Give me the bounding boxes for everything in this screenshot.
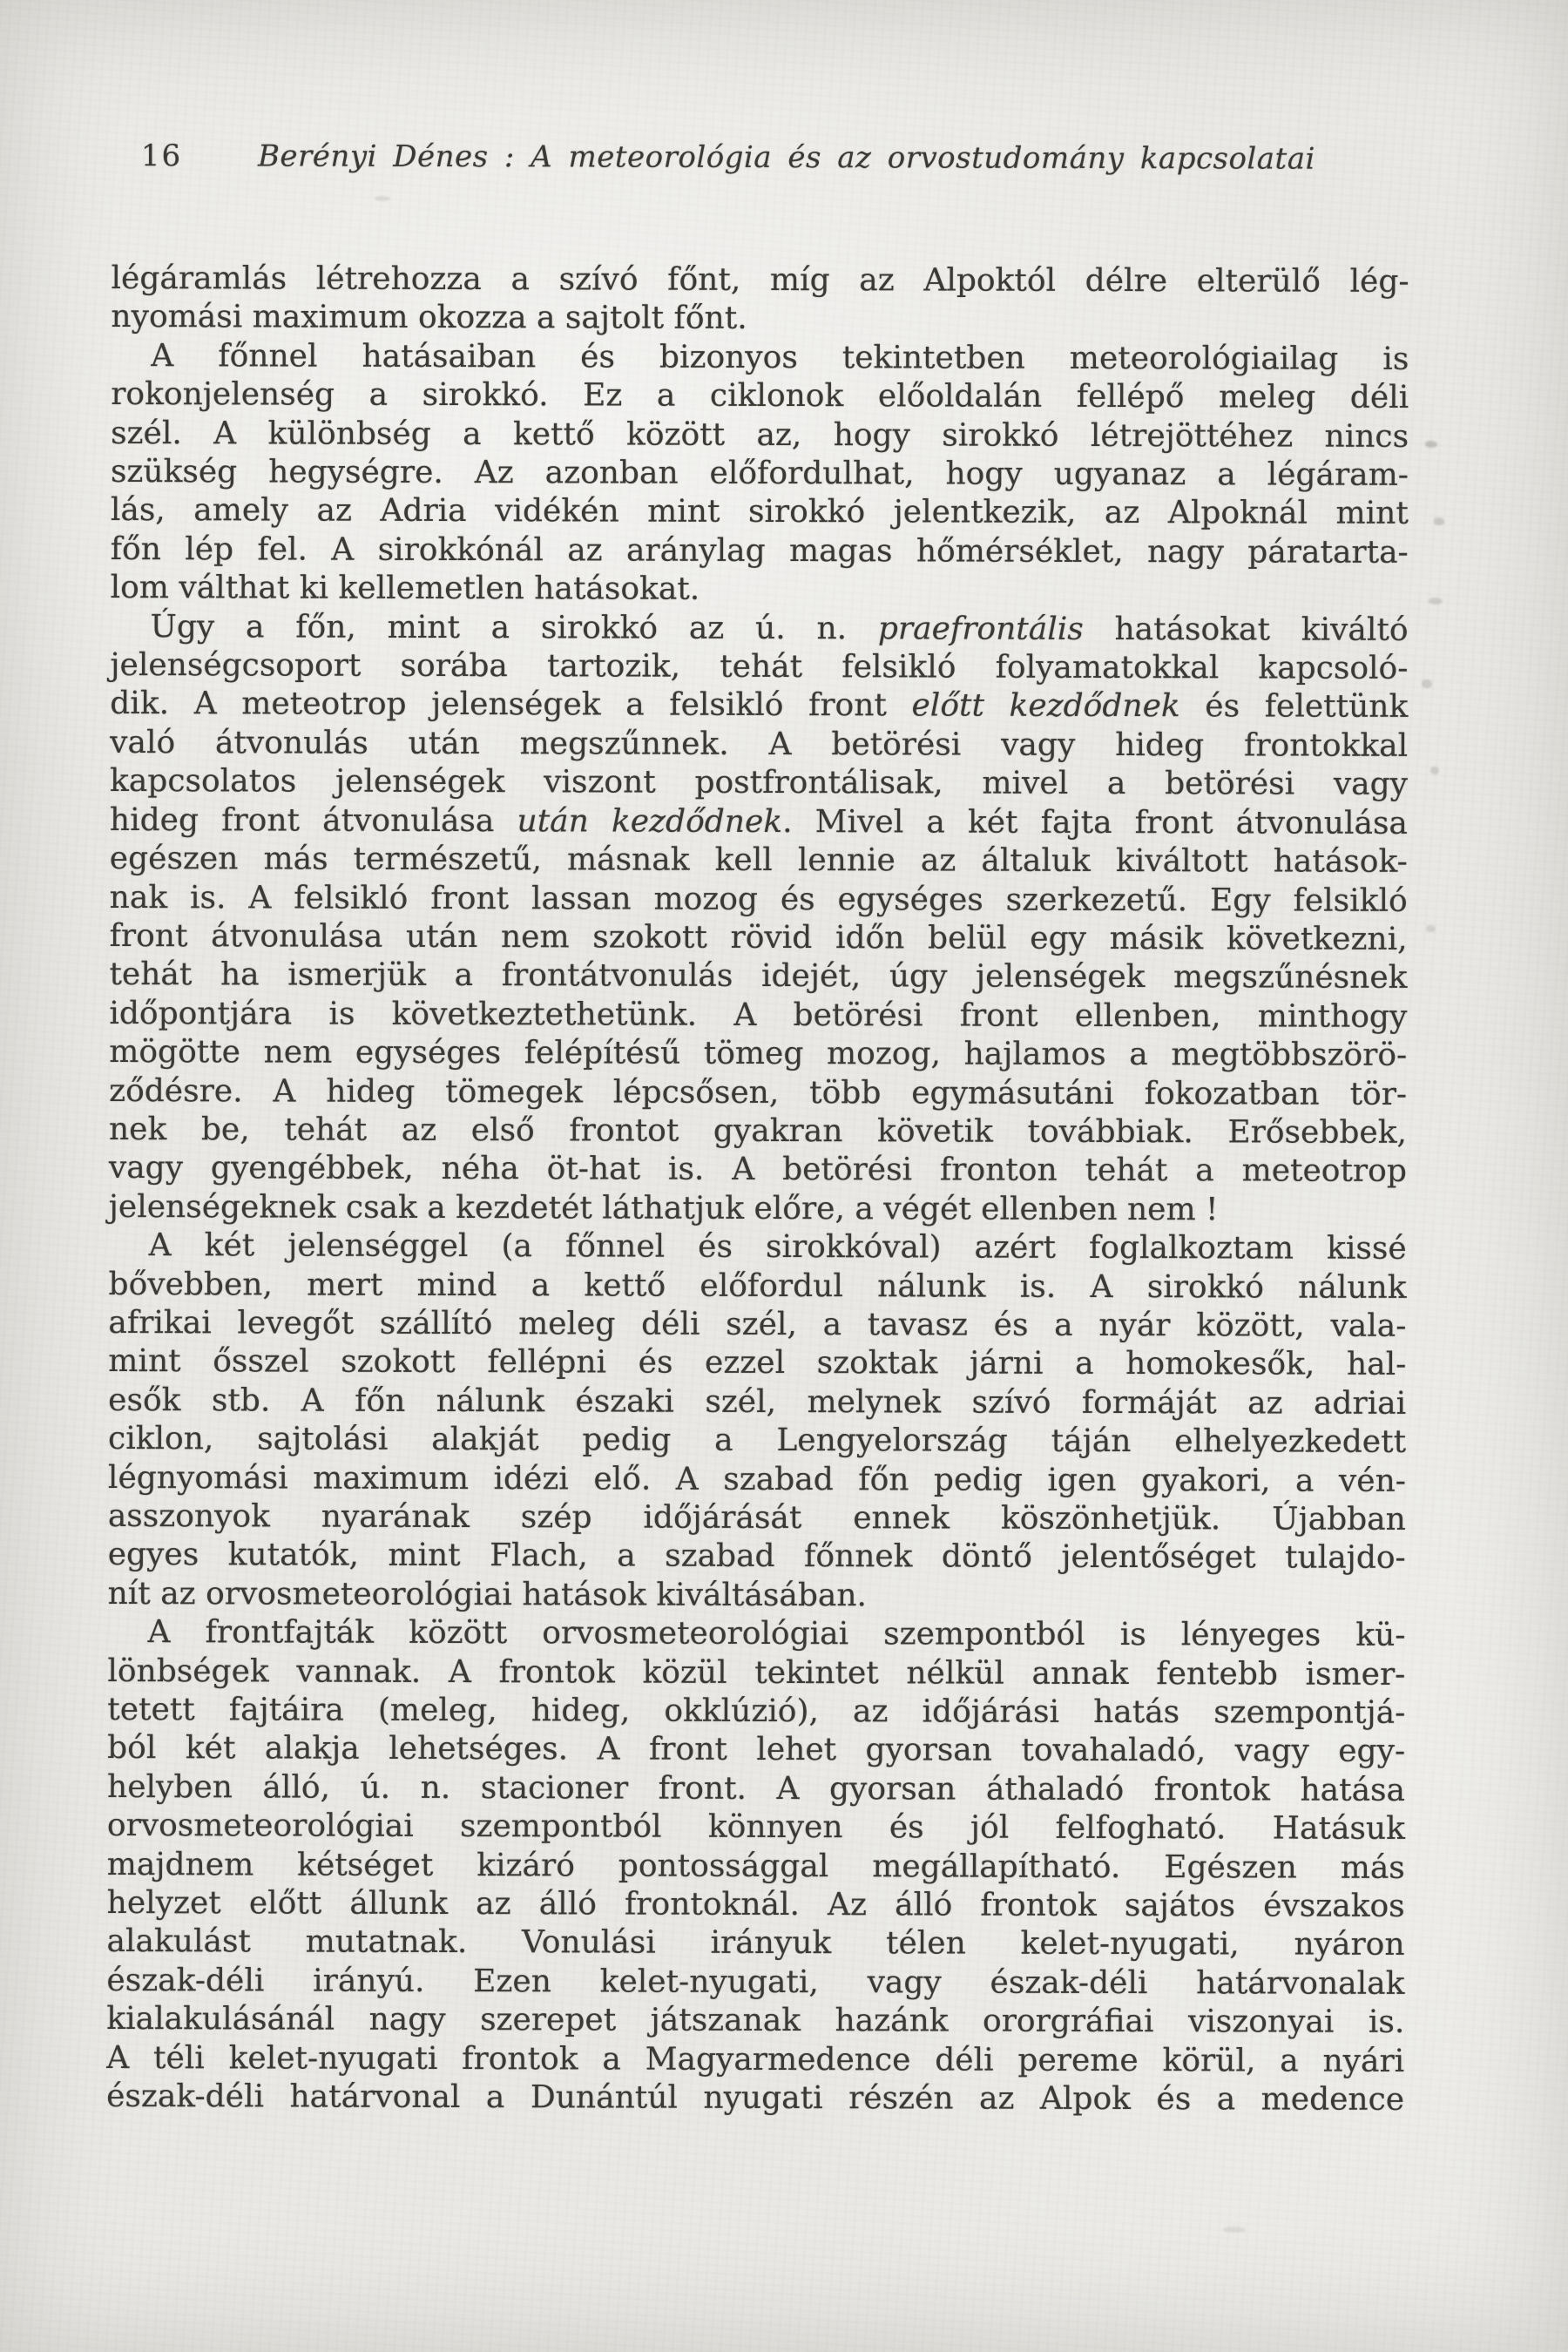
text-segment: helyben álló, ú. n. stacioner front. A gyorsan áthaladó frontok hatása xyxy=(106,1768,1406,1808)
text-line xyxy=(107,1729,1405,1771)
text-line xyxy=(107,1807,1405,1848)
text-line xyxy=(109,1033,1407,1075)
text-line xyxy=(110,685,1408,727)
text-line xyxy=(111,337,1409,379)
text-segment: nak is. A felsikló front lassan mozog és egységes szerkezetű. Egy felsikló xyxy=(109,879,1408,919)
text-line xyxy=(111,531,1409,572)
text-line xyxy=(108,1575,1406,1617)
text-segment: ződésre. A hideg tömegek lépcsősen, több egymásutáni fokozatban tör- xyxy=(109,1072,1408,1112)
text-segment: főn lép fel. A sirokkónál az aránylag magas hőmérséklet, nagy páratarta- xyxy=(110,531,1409,571)
text-segment: észak-déli irányú. Ezen kelet-nyugati, vagy észak-déli határvonalak xyxy=(106,1962,1405,2002)
text-line xyxy=(110,762,1408,804)
text-segment: vagy gyengébbek, néha öt-hat is. A betörési fronton tehát a meteotrop xyxy=(108,1150,1407,1190)
text-segment: helyzet előtt állunk az álló frontoknál. Az álló frontok sajátos évszakos xyxy=(106,1885,1405,1924)
text-line xyxy=(111,298,1409,340)
text-segment: A főnnel hatásaiban és bizonyos tekintetben meteorológiailag is xyxy=(151,337,1409,377)
running-head xyxy=(112,136,1409,179)
page-number: 16 xyxy=(140,139,183,174)
text-segment: való átvonulás után megszűnnek. A betörési vagy hideg frontokkal xyxy=(110,724,1409,764)
text-segment: légnyomási maximum idézi elő. A szabad főn pedig igen gyakori, a vén- xyxy=(107,1459,1407,1499)
text-line xyxy=(107,1691,1405,1733)
text-segment: jelenségcsoport sorába tartozik, tehát felsikló folyamatokkal kapcsoló- xyxy=(110,647,1409,686)
running-title: Berényi Dénes : A meteorológia és az orvostudomány kapcsolatai xyxy=(257,139,1315,177)
text-segment: majdnem kétséget kizáró pontossággal megállapítható. Egészen más xyxy=(106,1846,1405,1886)
scan-speck xyxy=(1425,441,1437,448)
text-line xyxy=(109,956,1407,997)
text-segment: észak-déli határvonal a Dunántúl nyugati részén az Alpok és a medence xyxy=(106,2078,1405,2118)
text-line xyxy=(110,878,1408,920)
text-segment: afrikai levegőt szállító meleg déli szél, a tavasz és a nyár között, vala- xyxy=(108,1304,1407,1344)
page-content xyxy=(106,136,1409,2119)
scan-speck xyxy=(1430,767,1439,774)
italic-text: előtt kezdődnek xyxy=(911,687,1180,725)
text-line xyxy=(109,1111,1407,1152)
text-line xyxy=(110,608,1408,650)
text-line xyxy=(108,1342,1406,1384)
scan-speck xyxy=(1422,679,1432,688)
text-segment: nek be, tehát az első frontot gyakran követik továbbiak. Erősebbek, xyxy=(108,1111,1408,1151)
text-line xyxy=(107,1923,1405,1964)
text-segment: esők stb. A főn nálunk északi szél, melynek szívó formáját az adriai xyxy=(108,1382,1407,1422)
text-line xyxy=(108,1420,1406,1462)
text-segment: ból két alakja lehetséges. A front lehet gyorsan tovahaladó, vagy egy- xyxy=(107,1730,1406,1770)
text-line xyxy=(110,917,1408,959)
text-line xyxy=(107,1613,1405,1655)
text-line xyxy=(108,1304,1406,1346)
text-segment: szél. A különbség a kettő között az, hogy sirokkó létrejöttéhez nincs xyxy=(111,415,1409,455)
text-segment: alakulást mutatnak. Vonulási irányuk télen kelet-nyugati, nyáron xyxy=(106,1923,1405,1963)
scan-speck xyxy=(1223,2227,1246,2233)
text-segment: légáramlás létrehozza a szívó főnt, míg az Alpoktól délre elterülő lég- xyxy=(111,260,1409,300)
text-line xyxy=(111,415,1409,456)
scan-speck xyxy=(1434,517,1444,525)
text-segment: kapcsolatos jelenségek viszont postfrontálisak, mivel a betörési vagy xyxy=(110,763,1409,803)
text-segment: időpontjára is következtethetünk. A betörési front ellenben, minthogy xyxy=(109,995,1408,1035)
text-segment: A téli kelet-nyugati frontok a Magyarmedence déli pereme körül, a nyári xyxy=(106,2039,1405,2079)
text-segment: lás, amely az Adria vidékén mint sirokkó jelentkezik, az Alpoknál mint xyxy=(110,492,1409,532)
text-line xyxy=(109,1227,1407,1268)
text-segment: Úgy a főn, mint a sirokkó az ú. n. xyxy=(150,608,878,646)
text-segment: ciklon, sajtolási alakját pedig a Lengyelország táján elhelyezkedett xyxy=(108,1421,1407,1461)
text-segment: tehát ha ismerjük a frontátvonulás idejét, úgy jelenségek megszűnésnek xyxy=(109,956,1408,997)
text-segment: . Mivel a két fajta front átvonulása xyxy=(782,803,1408,841)
text-line xyxy=(112,260,1409,301)
text-line xyxy=(109,995,1407,1037)
text-segment: rokonjelenség a sirokkó. Ez a ciklonok előoldalán fellépő meleg déli xyxy=(111,376,1409,416)
text-segment: dik. A meteotrop jelenségek a felsikló front xyxy=(110,686,912,724)
text-segment: A frontfajták között orvosmeteorológiai szempontból is lényeges kü- xyxy=(147,1614,1406,1654)
text-line xyxy=(111,453,1409,495)
text-segment: front átvonulása után nem szokott rövid időn belül egy másik következni, xyxy=(109,917,1408,957)
text-line xyxy=(106,2000,1404,2042)
text-segment: nít az orvosmeteorológiai hatások kiváltásában. xyxy=(107,1575,868,1614)
text-line xyxy=(111,491,1409,533)
italic-text: után kezdődnek xyxy=(517,802,783,840)
text-line xyxy=(107,1652,1405,1694)
text-line xyxy=(107,1884,1405,1926)
text-line xyxy=(110,646,1408,688)
text-line xyxy=(110,840,1408,882)
paragraph xyxy=(108,1227,1407,1617)
body-text xyxy=(106,260,1409,2119)
text-line xyxy=(111,375,1409,417)
text-segment: szükség hegységre. Az azonban előfordulhat, hogy ugyanaz a légáram- xyxy=(110,454,1409,493)
text-line xyxy=(108,1266,1406,1308)
text-line xyxy=(109,1072,1407,1114)
text-line xyxy=(108,1459,1406,1501)
text-segment: nyomási maximum okozza a sajtolt főnt. xyxy=(111,299,747,337)
text-segment: mint ősszel szokott fellépni és ezzel szoktak járni a homokesők, hal- xyxy=(108,1343,1407,1383)
scan-speck xyxy=(1429,598,1443,605)
text-line xyxy=(111,569,1409,611)
text-segment: orvosmeteorológiai szempontból könnyen és jól felfogható. Hatásuk xyxy=(106,1808,1405,1848)
italic-text: praefrontális xyxy=(877,610,1084,647)
scan-speck xyxy=(1426,925,1436,932)
paragraph xyxy=(111,337,1409,612)
text-segment: mögötte nem egységes felépítésű tömeg mozog, hajlamos a megtöbbszörö- xyxy=(109,1034,1408,1074)
text-line xyxy=(106,2078,1404,2119)
text-segment: kialakulásánál nagy szerepet játszanak hazánk ororgráfiai viszonyai is. xyxy=(106,2001,1405,2041)
text-segment: bővebben, mert mind a kettő előfordul nálunk is. A sirokkó nálunk xyxy=(108,1266,1407,1306)
text-segment: A két jelenséggel (a főnnel és sirokkóval) azért foglalkoztam kissé xyxy=(148,1227,1407,1267)
text-segment: jelenségeknek csak a kezdetét láthatjuk előre, a végét ellenben nem ! xyxy=(108,1188,1219,1228)
text-line xyxy=(108,1536,1406,1578)
text-line xyxy=(109,1149,1407,1191)
text-segment: hatásokat kiváltó xyxy=(1083,611,1409,648)
text-segment: lönbségek vannak. A frontok közül tekintet nélkül annak fentebb ismer- xyxy=(107,1652,1406,1693)
text-line xyxy=(110,801,1408,843)
text-line xyxy=(108,1382,1406,1423)
text-line xyxy=(106,2039,1404,2081)
paragraph xyxy=(111,260,1409,341)
text-line xyxy=(108,1497,1406,1539)
text-segment: és felettünk xyxy=(1179,688,1409,726)
text-segment: hideg front átvonulása xyxy=(109,801,517,839)
paragraph xyxy=(106,1613,1406,2119)
text-segment: egyes kutatók, mint Flach, a szabad főnnek döntő jelentőséget tulajdo- xyxy=(107,1537,1406,1577)
text-segment: lom válthat ki kellemetlen hatásokat. xyxy=(110,570,700,608)
text-line xyxy=(106,1962,1404,2004)
text-line xyxy=(110,724,1408,766)
paragraph xyxy=(109,608,1409,1230)
text-segment: egészen más természetű, másnak kell lennie az általuk kiváltott hatások- xyxy=(109,841,1408,880)
text-line xyxy=(107,1846,1405,1888)
text-line xyxy=(109,1188,1407,1230)
text-segment: tetett fajtáira (meleg, hideg, okklúzió), az időjárási hatás szempontjá- xyxy=(107,1692,1406,1731)
text-segment: asszonyok nyarának szép időjárását ennek köszönhetjük. Újabban xyxy=(107,1497,1406,1538)
text-line xyxy=(107,1768,1405,1810)
